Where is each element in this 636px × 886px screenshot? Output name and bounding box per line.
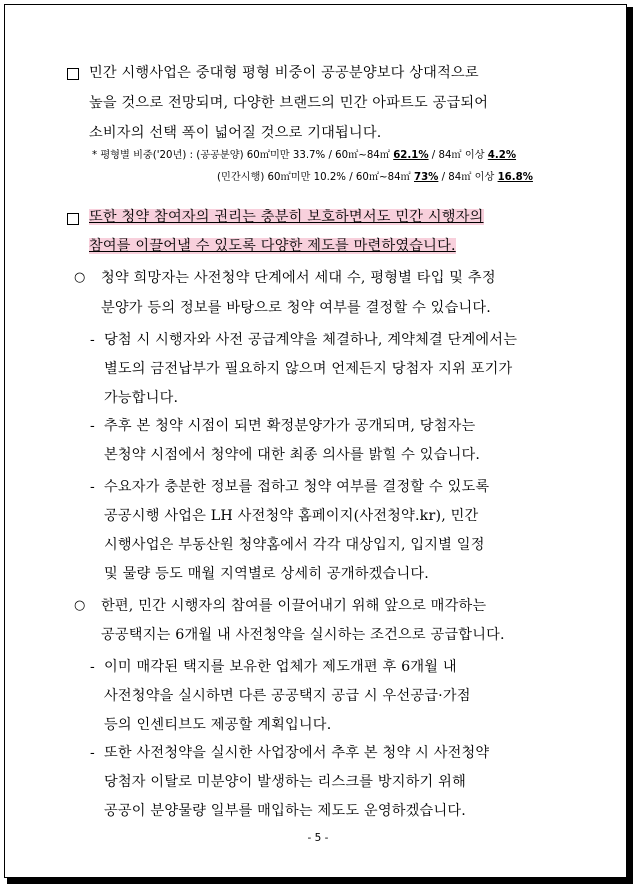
item-b2-line1: 또한 사전청약을 실시한 사업장에서 추후 본 청약 시 사전청약 bbox=[104, 745, 490, 761]
item-a-line1: 청약 희망자는 사전청약 단계에서 세대 수, 평형별 타입 및 추정 bbox=[101, 270, 496, 286]
note-private-large-value: 16.8% bbox=[497, 172, 533, 183]
section2-line1 bbox=[89, 202, 484, 233]
section2-line2 bbox=[89, 231, 456, 262]
section2-checkbox bbox=[67, 213, 79, 225]
page-number: - 5 - bbox=[307, 832, 329, 844]
item-b2-line3: 공공이 분양물량 일부를 매입하는 제도도 운영하겠습니다. bbox=[104, 803, 466, 819]
item-b-marker: ○ bbox=[74, 598, 86, 613]
note-public-mid-value: 62.1% bbox=[393, 150, 429, 161]
item-a2-line1: 추후 본 청약 시점이 되면 확정분양가가 공개되며, 당첨자는 bbox=[104, 418, 476, 434]
item-b1-marker: - bbox=[90, 659, 95, 675]
item-a1-line3: 가능합니다. bbox=[104, 390, 179, 406]
item-a-marker: ○ bbox=[74, 270, 86, 285]
item-b1-line1: 이미 매각된 택지를 보유한 업체가 제도개편 후 6개월 내 bbox=[104, 659, 457, 675]
item-b1-line3: 등의 인센티브도 제공할 계획입니다. bbox=[104, 717, 332, 733]
item-a2-marker: - bbox=[90, 418, 95, 434]
item-b-line1: 한편, 민간 시행자의 참여를 이끌어내기 위해 앞으로 매각하는 bbox=[101, 598, 487, 614]
note-private-prefix: (민간시행) 60㎡미만 10.2% / 60㎡~84㎡ bbox=[217, 172, 414, 183]
item-a3-line4: 및 물량 등도 매월 지역별로 상세히 공개하겠습니다. bbox=[104, 566, 429, 582]
note-private-sep: / 84㎡ 이상 bbox=[438, 172, 498, 183]
size-ratio-note-public bbox=[92, 149, 516, 163]
section1-line2: 높을 것으로 전망되며, 다양한 브랜드의 민간 아파트도 공급되어 bbox=[89, 95, 489, 111]
item-a-line2: 분양가 등의 정보를 바탕으로 청약 여부를 결정할 수 있습니다. bbox=[101, 300, 492, 316]
section2-line2-text: 참여를 이끌어낼 수 있도록 다양한 제도를 마련하였습니다. bbox=[89, 238, 456, 254]
section2-line1-text: 또한 청약 참여자의 권리는 충분히 보호하면서도 민간 시행자의 bbox=[89, 209, 484, 225]
section1-line3: 소비자의 선택 폭이 넓어질 것으로 기대됩니다. bbox=[89, 125, 382, 141]
item-a1-line2: 별도의 금전납부가 필요하지 않으며 언제든지 당첨자 지위 포기가 bbox=[104, 361, 513, 377]
item-b1-line2: 사전청약을 실시하면 다른 공공택지 공급 시 우선공급·가점 bbox=[104, 688, 471, 704]
item-a3-line3: 시행사업은 부동산원 청약홈에서 각각 대상입지, 입지별 일정 bbox=[104, 537, 485, 553]
item-a1-marker: - bbox=[90, 332, 95, 348]
note-public-large-value: 4.2% bbox=[487, 150, 517, 161]
item-a3-line1: 수요자가 충분한 정보를 접하고 청약 여부를 결정할 수 있도록 bbox=[104, 479, 490, 495]
note-public-sep: / 84㎡ 이상 bbox=[428, 150, 488, 161]
item-a3-line2: 공공시행 사업은 LH 사전청약 홈페이지(사전청약.kr), 민간 bbox=[104, 508, 479, 524]
item-b2-marker: - bbox=[90, 745, 95, 761]
note-public-prefix: * 평형별 비중('20년) : (공공분양) 60㎡미만 33.7% / 60㎡~84㎡ bbox=[92, 150, 394, 161]
section1-checkbox bbox=[67, 68, 79, 80]
item-b-line2: 공공택지는 6개월 내 사전청약을 실시하는 조건으로 공급합니다. bbox=[101, 627, 505, 643]
item-a2-line2: 본청약 시점에서 청약에 대한 최종 의사를 밝힐 수 있습니다. bbox=[104, 447, 481, 463]
item-a1-line1: 당첨 시 시행자와 사전 공급계약을 체결하나, 계약체결 단계에서는 bbox=[104, 332, 518, 348]
size-ratio-note-private bbox=[217, 171, 533, 185]
section1-line1: 민간 시행사업은 중대형 평형 비중이 공공분양보다 상대적으로 bbox=[89, 65, 479, 81]
item-a3-marker: - bbox=[90, 479, 95, 495]
item-b2-line2: 당첨자 이탈로 미분양이 발생하는 리스크를 방지하기 위해 bbox=[104, 774, 466, 790]
note-private-mid-value: 73% bbox=[413, 172, 439, 183]
